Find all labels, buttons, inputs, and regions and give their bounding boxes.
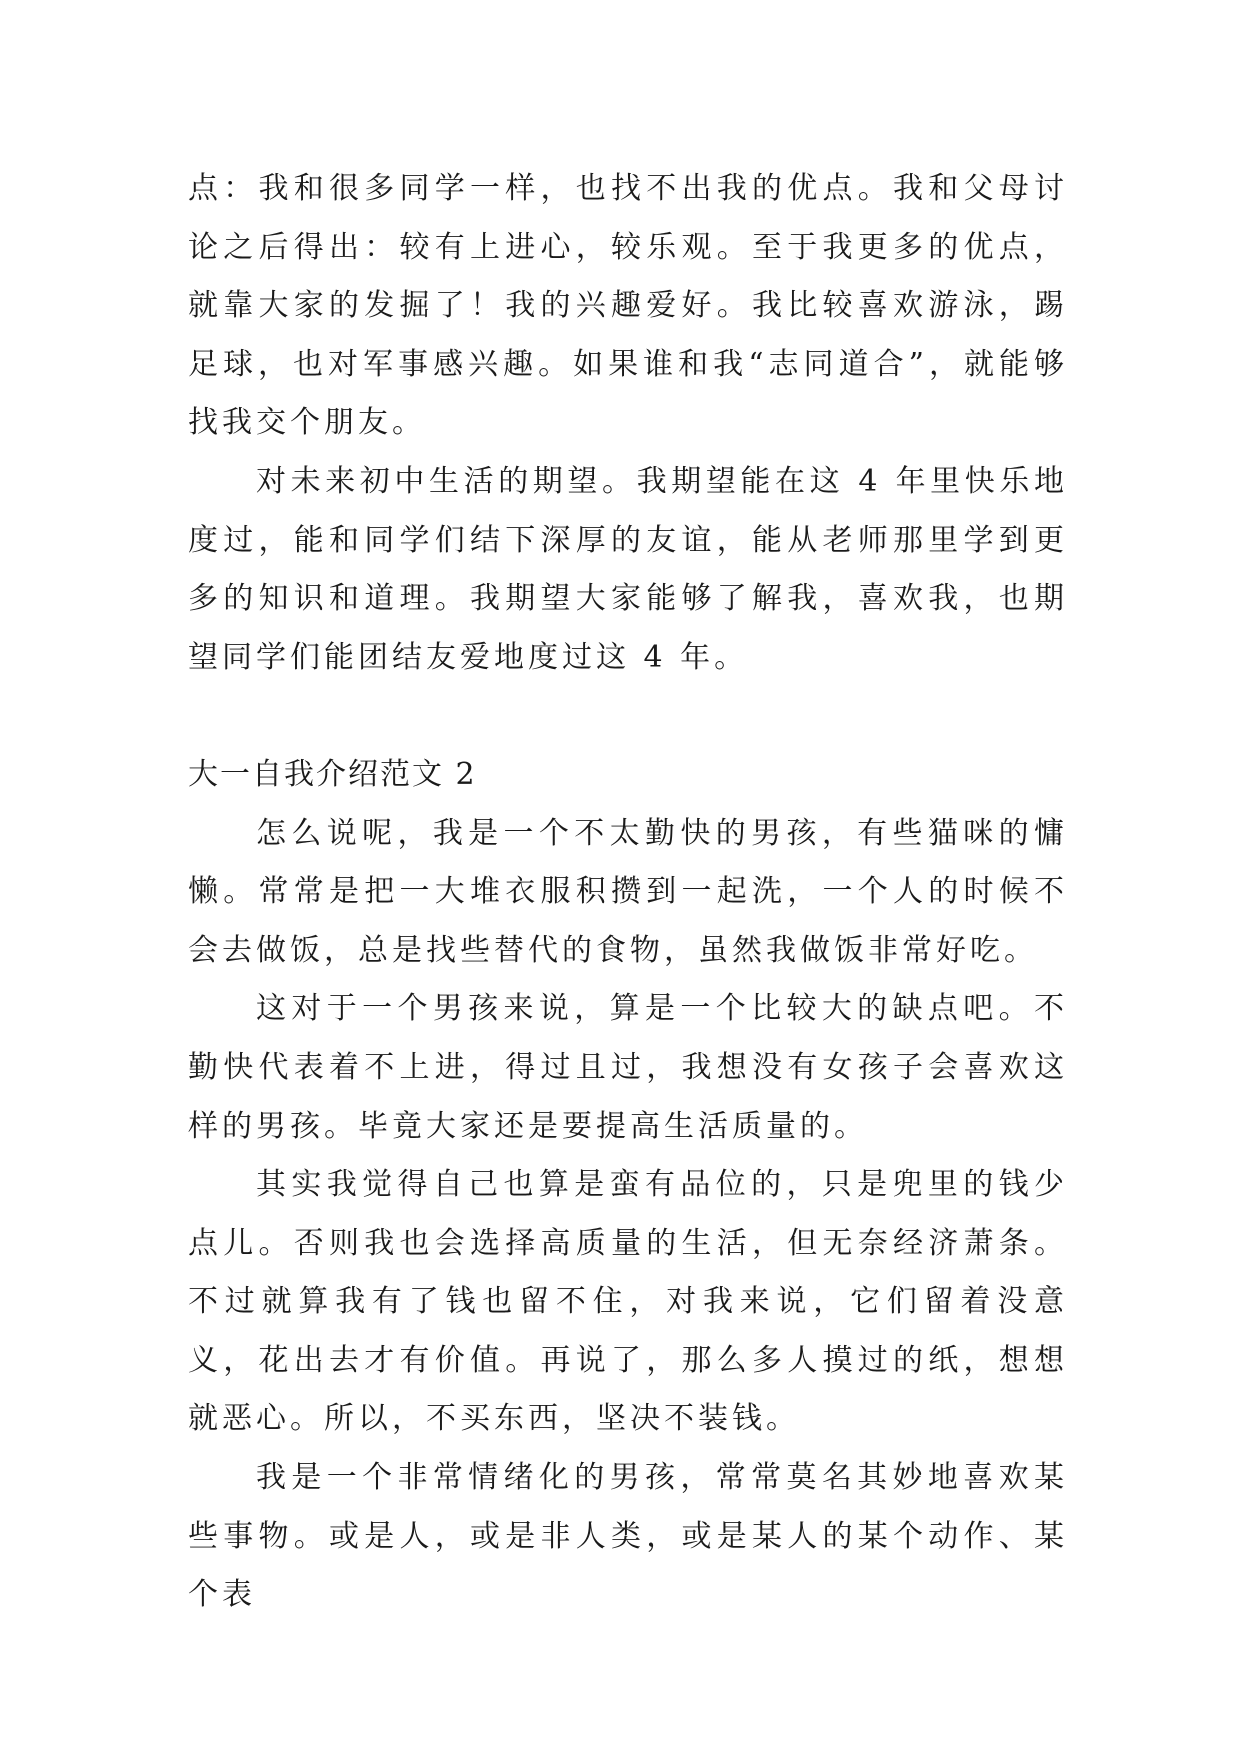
document-body — [188, 160, 1068, 1625]
paragraph-expectations: 对未来初中生活的期望。我期望能在这 4 年里快乐地度过，能和同学们结下深厚的友谊，能从老师那里学到更多的知识和道理。我期望大家能够了解我，喜欢我，也期望同学们能团结友爱地度过这 4 年。 — [188, 463, 1068, 675]
paragraph-shortcoming: 这对于一个男孩来说，算是一个比较大的缺点吧。不勤快代表着不上进，得过且过，我想没有女孩子会喜欢这样的男孩。毕竟大家还是要提高生活质量的。 — [188, 991, 1068, 1144]
paragraph-emotional: 我是一个非常情绪化的男孩，常常莫名其妙地喜欢某些事物。或是人，或是非人类，或是某人的某个动作、某个表 — [188, 1460, 1068, 1613]
paragraph-laziness: 怎么说呢，我是一个不太勤快的男孩，有些猫咪的慵懒。常常是把一大堆衣服积攒到一起洗，一个人的时候不会去做饭，总是找些替代的食物，虽然我做饭非常好吃。 — [188, 815, 1068, 968]
paragraph-taste: 其实我觉得自己也算是蛮有品位的，只是兜里的钱少点儿。否则我也会选择高质量的生活，但无奈经济萧条。不过就算我有了钱也留不住，对我来说，它们留着没意义，花出去才有价值。再说了，那么多人摸过的纸，想想就恶心。所以，不买东西，坚决不装钱。 — [188, 1167, 1068, 1437]
paragraph-continued: 点：我和很多同学一样，也找不出我的优点。我和父母讨论之后得出：较有上进心，较乐观。至于我更多的优点，就靠大家的发掘了！我的兴趣爱好。我比较喜欢游泳，踢足球，也对军事感兴趣。如果谁和我“志同道合”，就能够找我交个朋友。 — [188, 171, 1068, 441]
section-spacer — [188, 687, 1068, 746]
section-heading: 大一自我介绍范文 2 — [188, 756, 477, 792]
